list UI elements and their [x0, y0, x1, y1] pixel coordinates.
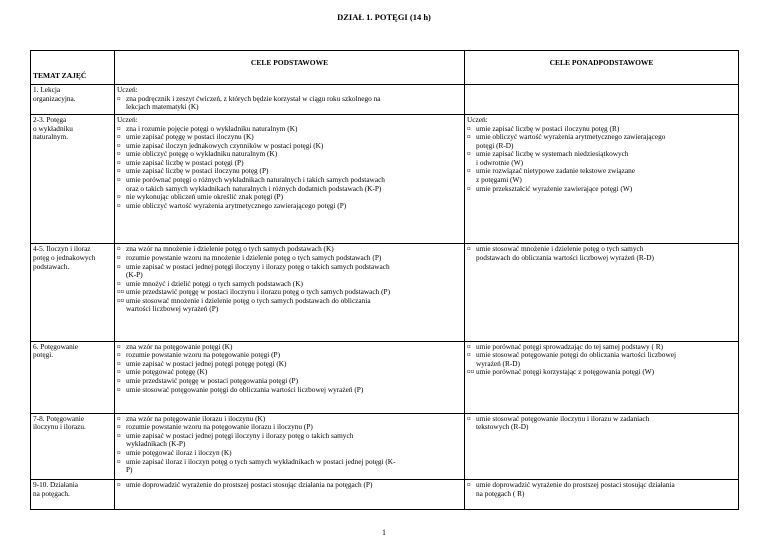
- bullet-icon: ¤: [117, 157, 121, 167]
- bullet-icon: ¤: [117, 244, 121, 254]
- bullet-icon: ¤: [117, 448, 121, 458]
- topic-text: na potęgach.: [33, 488, 70, 498]
- basic-text: umie potęgować potęgę (K): [126, 367, 208, 377]
- advanced-text: umie porównać potęgi korzystając z potęgowania potęgi (W): [476, 367, 655, 377]
- advanced-goals-cell: [465, 480, 739, 510]
- advanced-text: umie obliczyć wartość wyrażenia arytmetycznego zawierającego: [476, 132, 666, 142]
- advanced-text: i odwrotnie (W): [476, 157, 524, 167]
- basic-line: [117, 481, 462, 490]
- topic-text: 4-5. Iloczyn i iloraz: [33, 244, 91, 254]
- advanced-text: na potęgach ( R): [476, 488, 525, 498]
- basic-text: zna wzór na mnożenie i dzielenie potęg o tych samych podstawach (K): [126, 244, 334, 254]
- basic-text: umie przedstawić potęgę w postaci iloczynu i ilorazu potęg o tych samych podstawach (P): [126, 287, 391, 297]
- bullet-icon: ¤: [467, 244, 471, 254]
- bullet-icon: ¤: [117, 253, 121, 262]
- topic-cell: [31, 341, 115, 413]
- advanced-goals-cell: [465, 244, 739, 341]
- basic-goals-cell: [115, 85, 465, 115]
- curriculum-table: [30, 50, 739, 510]
- basic-text: umie zapisać liczbę w postaci iloczynu potęg (P): [126, 166, 269, 176]
- advanced-text: Uczeń:: [467, 115, 488, 125]
- bullet-icon: ¤: [117, 430, 121, 440]
- advanced-text: umie stosować potęgowanie potęgi do obliczania wartości liczbowej: [476, 350, 676, 360]
- advanced-text: umie porównać potęgi sprowadzając do tej samej podstawy ( R): [476, 341, 664, 351]
- bullet-icon: ¤: [117, 149, 121, 159]
- bullet-icon: ¤: [117, 192, 121, 202]
- bullet-icon: ¤: [117, 384, 121, 394]
- basic-text: umie zapisać w postaci jednej potęgi iloczyny i ilorazy potęg o takich samych: [126, 430, 354, 440]
- basic-line: [117, 386, 462, 395]
- basic-text: umie przedstawić potęgę w postaci potęgowania potęgi (P): [126, 376, 299, 386]
- bullet-icon: ¤: [117, 341, 121, 351]
- basic-text: rozumie powstanie wzoru na potęgowanie potęgi (P): [126, 350, 281, 360]
- topic-text: 1. Lekcja: [33, 85, 61, 94]
- advanced-text: umie zapisać liczbę w systemach niedziesiątkowych: [476, 149, 629, 159]
- basic-line: [117, 263, 462, 272]
- topic-cell: [31, 413, 115, 479]
- advanced-text: tekstowych (R-D): [476, 422, 529, 432]
- bullet-icon: ¤: [117, 367, 121, 377]
- advanced-text: podstawach do obliczania wartości liczbowej wyrażeń (R-D): [476, 253, 654, 262]
- bullet-icon: ¤: [117, 350, 121, 360]
- basic-text: umie mnożyć i dzielić potęgi o tych samych podstawach (K): [126, 278, 303, 288]
- advanced-text: umie przekształcić wyrażenie zawierające potęgi (W): [476, 183, 633, 193]
- topic-cell: [31, 480, 115, 510]
- basic-text: zna wzór na potęgowanie ilorazu i iloczynu (K): [126, 413, 266, 423]
- basic-text: wartości liczbowej wyrażeń (P): [126, 304, 219, 314]
- basic-goals-cell: [115, 413, 465, 479]
- bullet-icon: ¤: [117, 261, 121, 271]
- advanced-goals-cell: [465, 85, 739, 115]
- basic-text: umie zapisać liczbę w postaci potęgi (P): [126, 157, 244, 167]
- basic-goals-cell: [115, 115, 465, 244]
- basic-line: [117, 103, 462, 112]
- advanced-text: umie rozwiązać nietypowe zadanie tekstowe związane: [476, 166, 636, 176]
- bullet-icon: ¤: [467, 166, 471, 176]
- topic-cell: [31, 244, 115, 341]
- bullet-icon: ¤: [117, 140, 121, 150]
- basic-text: zna wzór na potęgowanie potęgi (K): [126, 341, 233, 351]
- header-advanced-goals: CELE PONADPODSTAWOWE: [465, 51, 739, 85]
- table-row: [31, 341, 739, 413]
- advanced-text: umie zapisać liczbę w postaci iloczynu potęg (R): [476, 123, 620, 133]
- basic-text: P): [126, 465, 133, 475]
- bullet-icon: ¤: [117, 278, 121, 288]
- basic-text: Uczeń:: [117, 115, 138, 125]
- basic-text: umie obliczyć potęgę o wykładniku naturalnym (K): [126, 149, 278, 159]
- basic-text: umie stosować mnożenie i dzielenie potęg o tych samych podstawach do obliczania: [126, 295, 371, 305]
- bullet-icon: ¤¤: [117, 287, 125, 297]
- advanced-goals-cell: [465, 413, 739, 479]
- basic-text: zna i rozumie pojęcie potęgi o wykładniku naturalnym (K): [126, 123, 298, 133]
- table-row: [31, 244, 739, 341]
- advanced-text: umie doprowadzić wyrażenie do prostszej postaci stosując działania: [476, 480, 675, 490]
- topic-text: iloczynu i ilorazu.: [33, 422, 86, 432]
- basic-goals-cell: [115, 341, 465, 413]
- bullet-icon: ¤: [117, 456, 121, 466]
- table-header-row: [31, 51, 739, 85]
- bullet-icon: ¤: [117, 358, 121, 368]
- basic-text: zna podręcznik i zeszyt ćwiczeń, z których będzie korzystał w ciągu roku szkolnego na: [126, 93, 381, 103]
- table-row: [31, 115, 739, 244]
- advanced-text: umie stosować mnożenie i dzielenie potęg o tych samych: [476, 244, 644, 254]
- bullet-icon: ¤: [117, 200, 121, 210]
- topic-text: 7-8. Potęgowanie: [33, 413, 85, 423]
- bullet-icon: ¤: [117, 123, 121, 133]
- basic-text: umie porównać potęgi o różnych wykładnikach naturalnych i takich samych podstawach: [126, 175, 385, 184]
- basic-text: umie zapisać w postaci jednej potęgi potęgę potęgi (K): [126, 358, 287, 368]
- basic-goals-cell: [115, 480, 465, 510]
- bullet-icon: ¤: [467, 123, 471, 133]
- bullet-icon: ¤¤: [117, 295, 125, 305]
- bullet-icon: ¤: [117, 175, 121, 184]
- bullet-icon: ¤: [467, 132, 471, 142]
- bullet-icon: ¤: [467, 183, 471, 193]
- bullet-icon: ¤: [117, 93, 121, 103]
- bullet-icon: ¤: [467, 413, 471, 423]
- page-number: 1: [382, 528, 386, 537]
- basic-text: nie wykonując obliczeń umie określić znak potęgi (P): [126, 192, 284, 202]
- basic-goals-cell: [115, 244, 465, 341]
- basic-text: umie potęgować iloraz i iloczyn (K): [126, 448, 232, 458]
- bullet-icon: ¤: [117, 132, 121, 142]
- basic-text: umie zapisać iloczyn jednakowych czynników w postaci potęgi (K): [126, 140, 324, 150]
- topic-text: naturalnym.: [33, 132, 69, 142]
- basic-text: (K-P): [126, 270, 143, 280]
- basic-text: oraz o takich samych wykładnikach naturalnych i różnych dodatnich podstawach (K-P): [126, 183, 382, 193]
- basic-text: wykładnikach (K-P): [126, 439, 186, 449]
- basic-text: umie stosować potęgowanie potęgi do obliczania wartości liczbowej wyrażeń (P): [126, 384, 364, 394]
- bullet-icon: ¤: [117, 413, 121, 423]
- advanced-goals-cell: [465, 341, 739, 413]
- advanced-line: [467, 423, 736, 432]
- table-row: [31, 85, 739, 115]
- topic-text: o wykładniku: [33, 123, 73, 133]
- basic-text: umie zapisać potęgę w postaci iloczynu (K): [126, 132, 254, 142]
- bullet-icon: ¤: [117, 480, 121, 490]
- document-title: DZIAŁ 1. POTĘGI (14 h): [337, 12, 431, 22]
- advanced-text: z potęgami (W): [476, 175, 522, 184]
- topic-text: podstawach.: [33, 261, 70, 271]
- basic-text: umie obliczyć wartość wyrażenia arytmetycznego zawierającego potęgi (P): [126, 200, 347, 210]
- table-row: [31, 413, 739, 479]
- bullet-icon: ¤: [467, 341, 471, 351]
- topic-text: 2-3. Potęga: [33, 115, 67, 125]
- topic-text: potęgi.: [33, 350, 54, 360]
- topic-text: organizacyjna.: [33, 93, 76, 103]
- basic-text: rozumie powstanie wzoru na potęgowanie ilorazu i iloczynu (P): [126, 422, 313, 432]
- bullet-icon: ¤: [467, 149, 471, 159]
- basic-line: [117, 202, 462, 211]
- bullet-icon: ¤: [117, 166, 121, 176]
- basic-text: umie zapisać iloraz i iloczyn potęg o tych samych wykładnikach w postaci jednej potęgi (K-: [126, 456, 396, 466]
- header-topic: TEMAT ZAJĘĆ: [31, 51, 115, 85]
- advanced-text: potęgi (R-D): [476, 140, 514, 150]
- advanced-text: umie stosować potęgowanie iloczynu i ilorazu w zadaniach: [476, 413, 650, 423]
- bullet-icon: ¤: [467, 350, 471, 360]
- topic-text: 9-10. Działania: [33, 480, 78, 490]
- topic-text: 6. Potęgowanie: [33, 341, 78, 351]
- bullet-icon: ¤: [467, 480, 471, 490]
- advanced-line: [467, 254, 736, 263]
- advanced-line: [467, 368, 736, 377]
- advanced-line: [467, 490, 736, 499]
- basic-line: [117, 466, 462, 475]
- advanced-text: wyrażeń (R-D): [476, 358, 520, 368]
- topic-cell: [31, 85, 115, 115]
- table-row: [31, 480, 739, 510]
- basic-line: [117, 458, 462, 467]
- header-basic-goals: CELE PODSTAWOWE: [115, 51, 465, 85]
- topic-text: potęg o jednakowych: [33, 253, 96, 262]
- advanced-goals-cell: [465, 115, 739, 244]
- bullet-icon: ¤: [117, 376, 121, 386]
- basic-text: rozumie powstanie wzoru na mnożenie i dzielenie potęg o tych samych podstawach (P): [126, 253, 382, 262]
- advanced-line: [467, 185, 736, 194]
- basic-text: umie doprowadzić wyrażenie do prostszej postaci stosując działania na potęgach (P): [126, 480, 373, 490]
- basic-text: lekcjach matematyki (K): [126, 102, 199, 112]
- topic-cell: [31, 115, 115, 244]
- bullet-icon: ¤¤: [467, 367, 475, 377]
- basic-line: [117, 305, 462, 314]
- basic-text: umie zapisać w postaci jednej potęgi iloczyny i ilorazy potęg o takich samych podstawach: [126, 261, 390, 271]
- basic-text: Uczeń:: [117, 85, 138, 94]
- bullet-icon: ¤: [117, 422, 121, 432]
